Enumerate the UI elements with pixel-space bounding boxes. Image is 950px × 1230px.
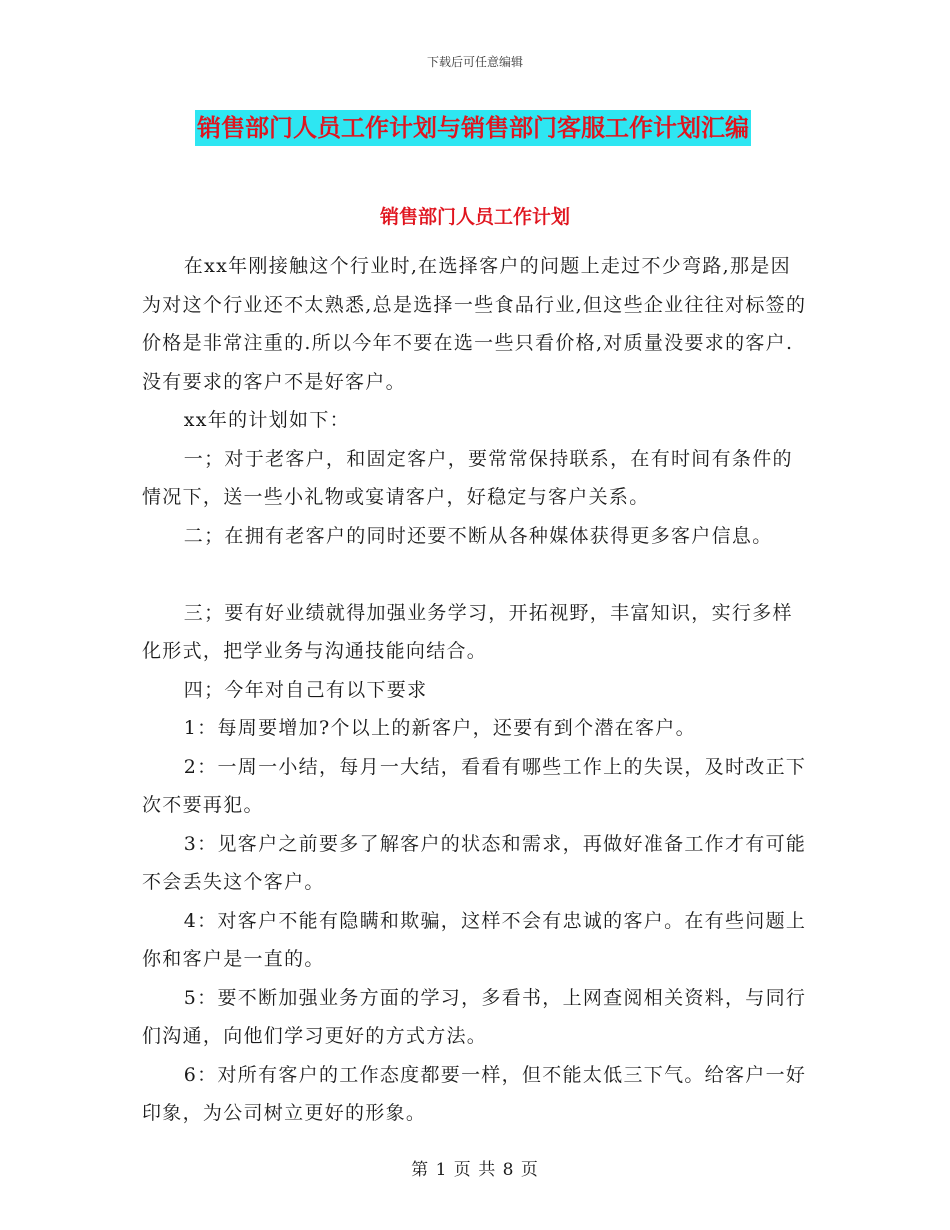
requirement-6: 6：对所有客户的工作态度都要一样，但不能太低三下气。给客户一好印象，为公司树立更好的形象。 xyxy=(142,1063,807,1124)
paragraph-item-2: 二；在拥有老客户的同时还要不断从各种媒体获得更多客户信息。 xyxy=(183,524,773,547)
requirement-2: 2：一周一小结，每月一大结，看看有哪些工作上的失误，及时改正下次不要再犯。 xyxy=(142,755,807,816)
paragraph-intro: 在xx年刚接触这个行业时,在选择客户的问题上走过不少弯路,那是因为对这个行业还不太熟悉,总是选择一些食品行业,但这些企业往往对标签的价格是非常注重的.所以今年不要在选一些只看价格,对质量没要求的客户.没有要求的客户不是好客户。 xyxy=(142,255,807,393)
section-title: 销售部门人员工作计划 xyxy=(379,206,570,228)
paragraph-item-1: 一；对于老客户，和固定客户，要常常保持联系，在有时间有条件的情况下，送一些小礼物或宴请客户，好稳定与客户关系。 xyxy=(142,447,793,508)
blank-line xyxy=(142,555,808,594)
requirement-1: 1：每周要增加?个以上的新客户，还要有到个潜在客户。 xyxy=(183,717,696,739)
paragraph-item-4: 四；今年对自己有以下要求 xyxy=(183,678,428,701)
document-body xyxy=(142,247,808,1133)
page-footer: 第 1 页 共 8 页 xyxy=(411,1160,539,1180)
requirement-3: 3：见客户之前要多了解客户的状态和需求，再做好准备工作才有可能不会丢失这个客户。 xyxy=(142,832,807,893)
header-note: 下载后可任意编辑 xyxy=(426,55,523,69)
paragraph-item-3: 三；要有好业绩就得加强业务学习，开拓视野，丰富知识，实行多样化形式，把学业务与沟通技能向结合。 xyxy=(142,601,793,662)
requirement-4: 4：对客户不能有隐瞒和欺骗，这样不会有忠诚的客户。在有些问题上你和客户是一直的。 xyxy=(142,909,807,970)
paragraph-plan-heading: xx年的计划如下： xyxy=(183,409,350,431)
document-title: 销售部门人员工作计划与销售部门客服工作计划汇编 xyxy=(195,110,751,146)
requirement-5: 5：要不断加强业务方面的学习，多看书，上网查阅相关资料，与同行们沟通，向他们学习更好的方式方法。 xyxy=(142,986,807,1047)
